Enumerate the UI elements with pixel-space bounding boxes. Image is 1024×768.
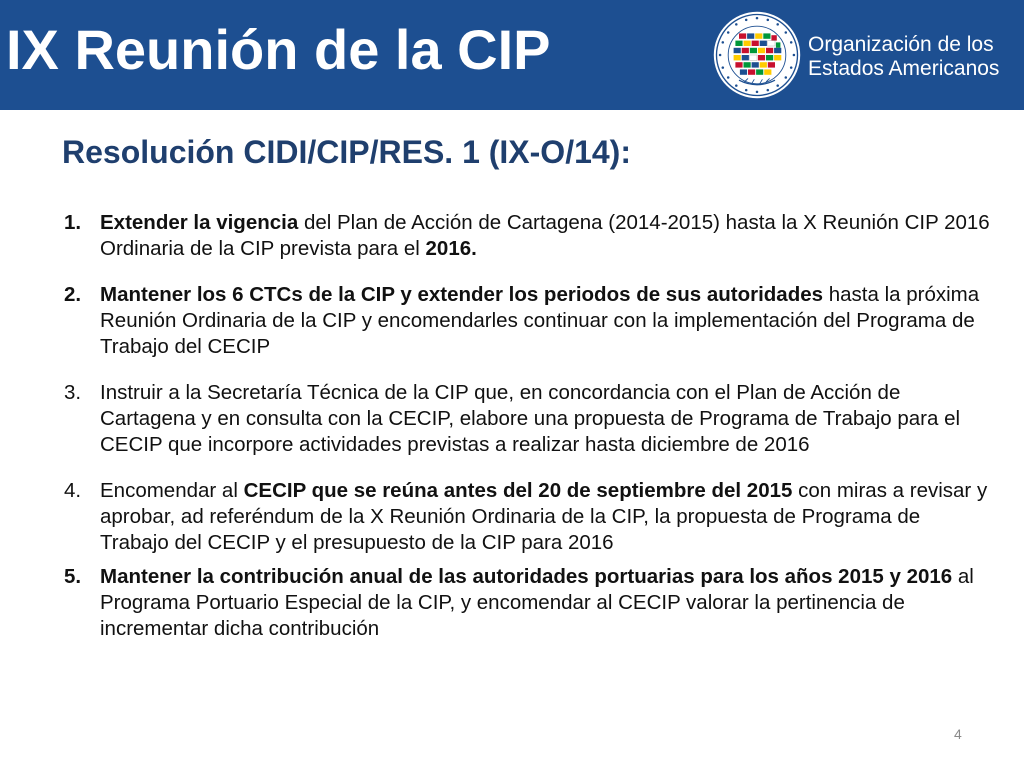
resolution-heading: Resolución CIDI/CIP/RES. 1 (IX-O/14):: [62, 134, 631, 170]
item-bold-text: Extender la vigencia: [100, 211, 299, 234]
list-item: [64, 282, 994, 360]
item-text: con miras a revisar y aprobar, ad referéndum de la X Reunión Ordinaria de la CIP, la propuesta de Programa de Trabajo del CECIP y el presupuesto de la CIP para 2016: [100, 479, 988, 554]
item-text: al Programa Portuario Especial de la CIP, y encomendar al CECIP valorar la pertinencia de incrementar dicha contribución: [100, 565, 974, 640]
resolution-list: [64, 210, 994, 662]
slide-title: IX Reunión de la CIP: [6, 18, 551, 81]
item-number: 3.: [64, 381, 82, 404]
org-line-1: Organización de los: [808, 33, 994, 56]
list-item: [64, 380, 994, 458]
list-item: [64, 564, 994, 642]
item-bold-text: Mantener los 6 CTCs de la CIP y extender los periodos de sus autoridades: [100, 283, 824, 306]
oas-seal-icon: [712, 10, 802, 100]
item-bold-text: CECIP que se reúna antes del 20 de septiembre del 2015: [243, 479, 793, 502]
org-line-2: Estados Americanos: [808, 57, 1000, 80]
item-text: hasta la próxima Reunión Ordinaria de la CIP y encomendarles continuar con la implementación del Programa de Trabajo del CECIP: [100, 283, 980, 358]
item-text: Instruir a la Secretaría Técnica de la CIP que, en concordancia con el Plan de Acción de Cartagena y en consulta con la CECIP, elabore una propuesta de Programa de Trabajo para el CECIP que incorpore actividades previstas a realizar hasta diciembre de 2016: [100, 381, 961, 456]
list-item: [64, 478, 994, 556]
item-bold-text: Mantener la contribución anual de las autoridades portuarias para los años 2015 y 2016: [100, 565, 953, 588]
item-bold-text: 2016.: [425, 237, 477, 260]
item-number: 1.: [64, 211, 82, 234]
item-text: del Plan de Acción de Cartagena (2014-2015) hasta la X Reunión CIP 2016 Ordinaria de la CIP prevista para el: [100, 211, 990, 260]
list-item: [64, 210, 994, 262]
header-bar: [0, 0, 1024, 110]
item-number: 2.: [64, 283, 82, 306]
organization-name: [808, 33, 999, 81]
item-number: 4.: [64, 479, 82, 502]
item-text: Encomendar al: [100, 479, 244, 502]
item-number: 5.: [64, 565, 82, 588]
page-number: 4: [954, 726, 962, 742]
